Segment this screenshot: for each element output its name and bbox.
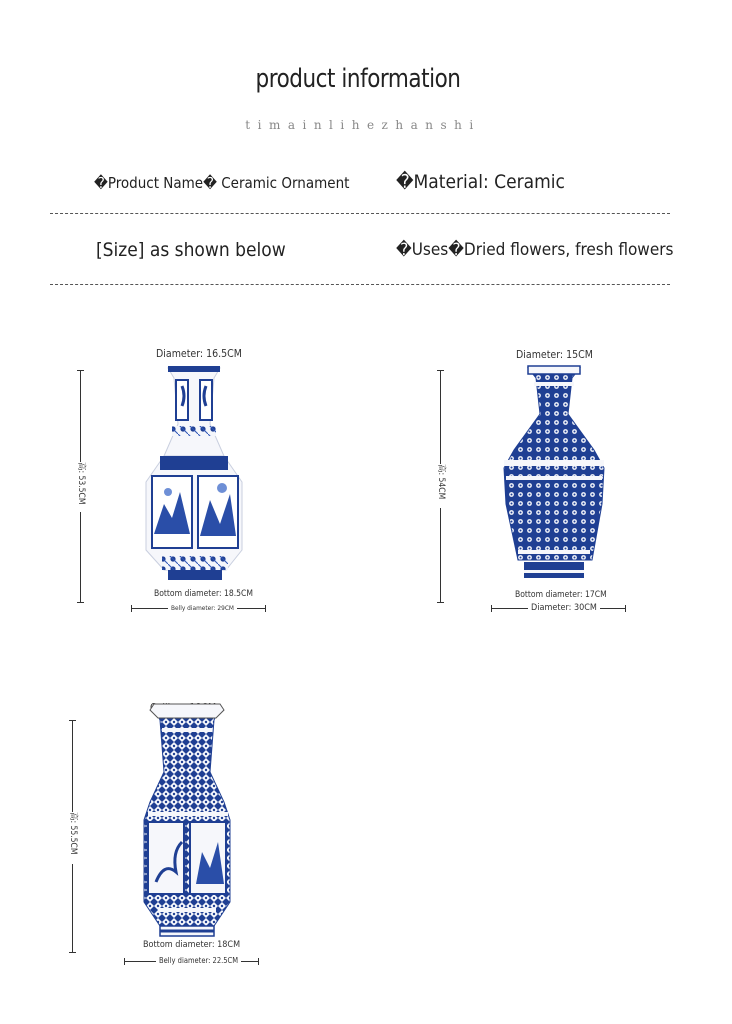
vase-3-image <box>138 702 238 940</box>
vase-1-belly-diameter-label: Belly diameter: 29CM <box>168 604 237 612</box>
vase-1-bottom-diameter-label: Bottom diameter: 18.5CM <box>154 589 253 599</box>
dimension-tick <box>124 958 125 965</box>
size-text: [Size] as shown below <box>96 239 286 261</box>
dimension-tick <box>131 605 132 612</box>
vase-3-bottom-diameter-label: Bottom diameter: 18CM <box>143 940 241 950</box>
uses-text: �Uses�Dried flowers, fresh flowers <box>396 240 674 260</box>
dimension-tick <box>265 605 266 612</box>
vase-2-height-label: 高: 54CM <box>436 464 446 500</box>
vase-2-image <box>498 364 610 584</box>
dimension-tick <box>625 605 626 612</box>
divider-dashed <box>50 284 670 285</box>
vase-2-bottom-diameter-label: Bottom diameter: 17CM <box>515 590 607 600</box>
dimension-tick <box>437 370 444 371</box>
vase-1-image <box>138 364 250 584</box>
page-subtitle: timainlihezhanshi <box>245 118 481 132</box>
vase-2-belly-diameter-label: Diameter: 30CM <box>528 603 600 613</box>
dimension-tick <box>437 602 444 603</box>
vase-2-top-diameter-label: Diameter: 15CM <box>516 349 593 361</box>
dimension-tick <box>69 720 76 721</box>
product-name-text: �Product Name� Ceramic Ornament <box>94 174 350 192</box>
divider-dashed <box>50 213 670 214</box>
dimension-tick <box>69 952 76 953</box>
vase-1-height-label: 高: 53.5CM <box>76 462 86 505</box>
material-text: �Material: Ceramic <box>396 171 565 193</box>
page-title: product information <box>255 64 461 94</box>
dimension-tick <box>258 958 259 965</box>
vase-3-belly-diameter-label: Belly diameter: 22.5CM <box>156 956 241 965</box>
dimension-tick <box>77 370 84 371</box>
vase-1-top-diameter-label: Diameter: 16.5CM <box>156 348 242 360</box>
vase-3-height-label: 高: 55.5CM <box>68 812 78 855</box>
dimension-tick <box>77 602 84 603</box>
dimension-tick <box>491 605 492 612</box>
